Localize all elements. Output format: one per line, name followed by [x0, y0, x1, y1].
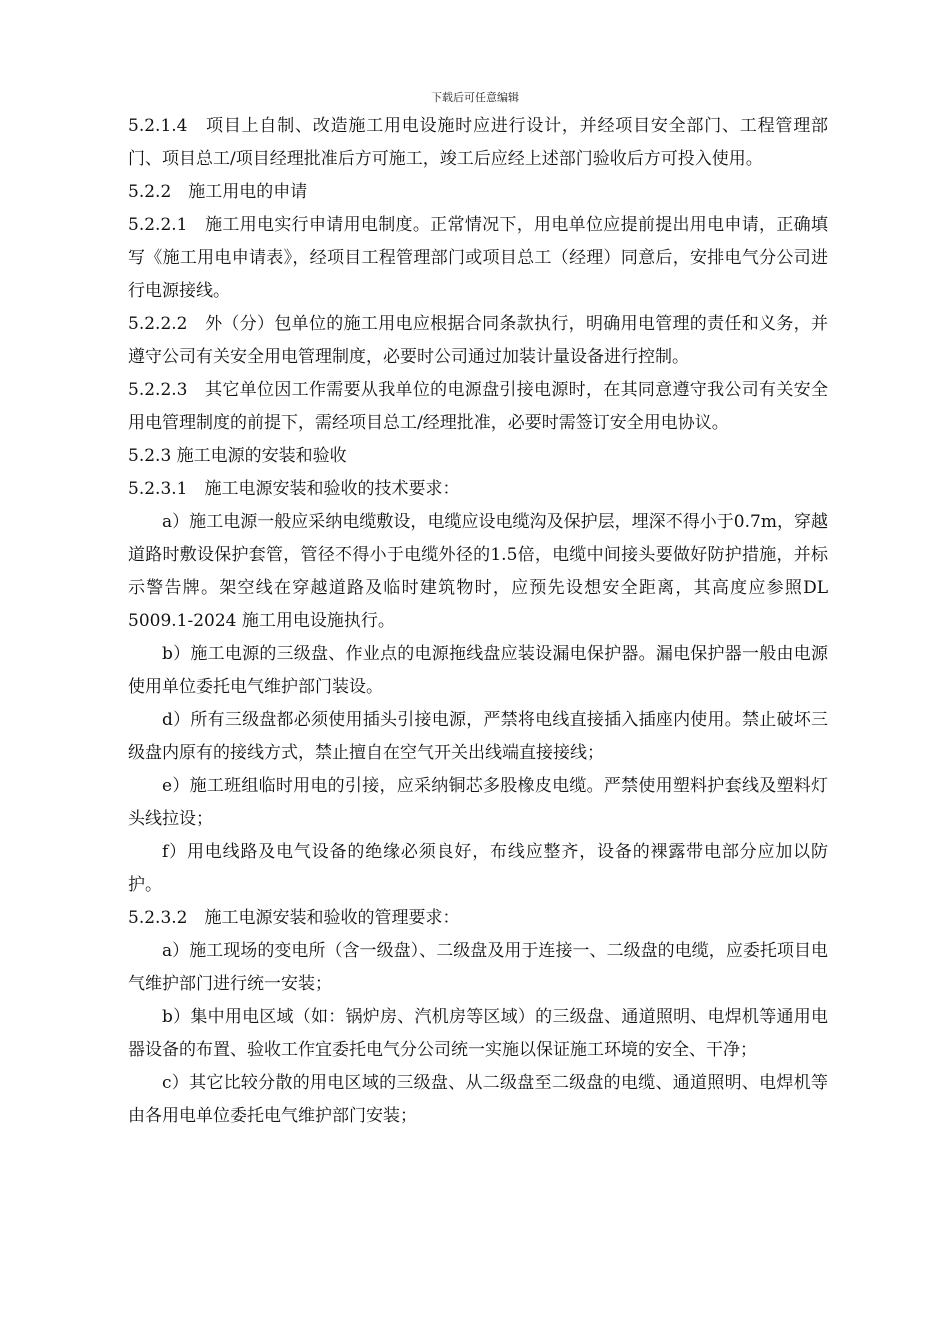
paragraph-5-2-2-2: 5.2.2.2 外（分）包单位的施工用电应根据合同条款执行，明确用电管理的责任和义务，并遵守公司有关安全用电管理制度，必要时公司通过加装计量设备进行控制。 [128, 314, 828, 367]
heading-5-2-2: 5.2.2 施工用电的申请 [128, 182, 308, 202]
paragraph-5-2-3-2: 5.2.3.2 施工电源安装和验收的管理要求： [128, 908, 460, 928]
item-5-2-3-2-b: b）集中用电区域（如：锅炉房、汽机房等区域）的三级盘、通道照明、电焊机等通用电器设备的布置、验收工作宜委托电气分公司统一实施以保证施工环境的安全、干净； [128, 1007, 828, 1060]
item-5-2-3-2-c: c）其它比较分散的用电区域的三级盘、从二级盘至二级盘的电缆、通道照明、电焊机等由各用电单位委托电气维护部门安装； [128, 1073, 828, 1126]
item-5-2-3-2-a: a）施工现场的变电所（含一级盘）、二级盘及用于连接一、二级盘的电缆，应委托项目电气维护部门进行统一安装； [128, 941, 828, 994]
item-5-2-3-1-a: a）施工电源一般应采纳电缆敷设，电缆应设电缆沟及保护层，埋深不得小于0.7m，穿越道路时敷设保护套管，管径不得小于电缆外径的1.5倍，电缆中间接头要做好防护措施，并标示警告牌。架空线在穿越道路及临时建筑物时，应预先设想安全距离，其高度应参照DL 5009.1-2024 施工用电设施执行。 [128, 512, 828, 631]
item-5-2-3-1-f: f）用电线路及电气设备的绝缘必须良好，布线应整齐，设备的裸露带电部分应加以防护。 [128, 842, 828, 895]
paragraph-5-2-2-1: 5.2.2.1 施工用电实行申请用电制度。正常情况下，用电单位应提前提出用电申请，正确填写《施工用电申请表》，经项目工程管理部门或项目总工（经理）同意后，安排电气分公司进行电源接线。 [128, 215, 828, 301]
header-note: 下载后可任意编辑 [431, 91, 519, 104]
heading-5-2-3: 5.2.3 施工电源的安装和验收 [128, 446, 347, 466]
document-body [128, 110, 828, 1133]
item-5-2-3-1-b: b）施工电源的三级盘、作业点的电源拖线盘应装设漏电保护器。漏电保护器一般由电源使用单位委托电气维护部门装设。 [128, 644, 828, 697]
paragraph-5-2-1-4: 5.2.1.4 项目上自制、改造施工用电设施时应进行设计，并经项目安全部门、工程管理部门、项目总工/项目经理批准后方可施工，竣工后应经上述部门验收后方可投入使用。 [128, 116, 828, 169]
paragraph-5-2-3-1: 5.2.3.1 施工电源安装和验收的技术要求： [128, 479, 460, 499]
item-5-2-3-1-d: d）所有三级盘都必须使用插头引接电源，严禁将电线直接插入插座内使用。禁止破坏三级盘内原有的接线方式，禁止擅自在空气开关出线端直接接线； [128, 710, 828, 763]
paragraph-5-2-2-3: 5.2.2.3 其它单位因工作需要从我单位的电源盘引接电源时，在其同意遵守我公司有关安全用电管理制度的前提下，需经项目总工/经理批准，必要时需签订安全用电协议。 [128, 380, 828, 433]
item-5-2-3-1-e: e）施工班组临时用电的引接，应采纳铜芯多股橡皮电缆。严禁使用塑料护套线及塑料灯头线拉设； [128, 776, 828, 829]
